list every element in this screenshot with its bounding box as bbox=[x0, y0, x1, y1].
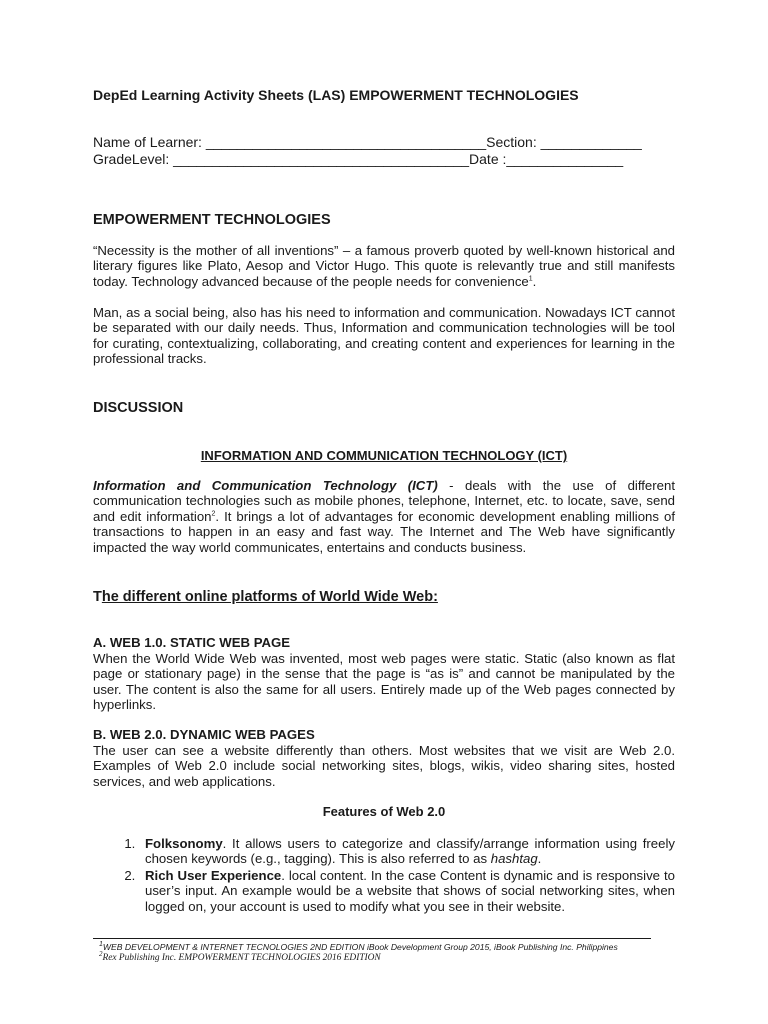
platforms-heading-first-letter: T bbox=[93, 589, 102, 605]
ict-heading: INFORMATION AND COMMUNICATION TECHNOLOGY (ICT) bbox=[200, 448, 568, 463]
footnote-ref-2: 2 bbox=[211, 510, 216, 518]
footnote-2-text: Rex Publishing Inc. EMPOWERMENT TECHNOLOGIES 2016 EDITION bbox=[102, 953, 381, 963]
features-list bbox=[93, 836, 675, 915]
footnote-1 bbox=[99, 942, 618, 952]
platforms-heading-rest: he different online platforms of World Wide Web: bbox=[101, 589, 438, 605]
discussion-heading: DISCUSSION bbox=[93, 400, 184, 416]
footnote-2-number: 2 bbox=[99, 949, 103, 958]
ict-text-b: . It brings a lot of advantages for economic development enabling millions of transactions to happen in an easy and fast way. The Internet and The Web have significantly impacted the way world communicates, entertains and conducts business. bbox=[93, 508, 675, 555]
ict-term: Information and Communication Technology (ICT) bbox=[93, 478, 438, 493]
ict-definition-paragraph bbox=[93, 478, 675, 555]
ict-text-a: - deals with the use of different communication technologies such as mobile phones, telephone, Internet, etc. to locate, save, send and edit information bbox=[93, 478, 675, 524]
web1-text: When the World Wide Web was invented, most web pages were static. Static (also known as flat page or stationary page) in the sense that the page is “as is” and cannot be manipulated by the user. The content is also the same for all users. Entirely made up of the Web pages connected by hyperlinks. bbox=[93, 651, 675, 713]
feature-text: . It allows users to categorize and classify/arrange information using freely chosen keywords (e.g., tagging). This is also referred to as bbox=[145, 836, 675, 867]
features-heading: Features of Web 2.0 bbox=[322, 804, 446, 819]
web2-paragraph bbox=[93, 743, 675, 789]
intro-paragraph: “Necessity is the mother of all inventions” – a famous proverb quoted by well-known historical and literary figures like Plato, Aesop and Victor Hugo. This quote is relevantly true and still manifests today. Technology advanced because of the people needs for convenience$^1$. bbox=[93, 243, 675, 289]
feature-text-end: . bbox=[537, 851, 542, 867]
section-heading-empowerment: EMPOWERMENT TECHNOLOGIES bbox=[93, 212, 331, 228]
web2-heading: B. WEB 2.0. DYNAMIC WEB PAGES bbox=[93, 727, 315, 742]
platforms-heading bbox=[93, 589, 438, 605]
footnote-divider bbox=[93, 938, 651, 939]
feature-term: Folksonomy bbox=[145, 836, 223, 851]
feature-emphasis: hashtag bbox=[490, 851, 538, 867]
web2-text: The user can see a website differently than others. Most websites that we visit are Web 2.0. Examples of Web 2.0 include social networking sites, blogs, wikis, video sharing sites, hosted services, and web applications. bbox=[93, 743, 675, 789]
footnote-1-text: WEB DEVELOPMENT & INTERNET TECNOLOGIES 2ND EDITION iBook Development Group 2015, iBook Publishing Inc. Philippines bbox=[102, 942, 618, 952]
learner-name-section-line: Name of Learner: ____________________________________Section: _____________ bbox=[93, 134, 642, 150]
footnote-1-number: 1 bbox=[99, 941, 103, 949]
feature-text: . local content. In the case Content is dynamic and is responsive to user’s input. An example would be a website that shows of social networking sites, when logged on, your account is used to modify what you see in their website. bbox=[145, 867, 675, 914]
footnote-2 bbox=[99, 949, 381, 963]
grade-level-date-line: GradeLevel: ______________________________________Date :_______________ bbox=[93, 151, 624, 167]
intro-text: “Necessity is the mother of all inventions” – a famous proverb quoted by well-known historical and literary figures like Plato, Aesop and Victor Hugo. This quote is relevantly true and still manifests today. Technology advanced because of the people needs for convenience bbox=[93, 243, 675, 289]
web1-heading: A. WEB 1.0. STATIC WEB PAGE bbox=[93, 635, 291, 650]
feature-term: Rich User Experience bbox=[145, 867, 282, 883]
web1-paragraph bbox=[93, 651, 675, 713]
footnote-ref-1: 1 bbox=[528, 275, 533, 283]
list-item bbox=[139, 836, 675, 867]
ict-need-paragraph bbox=[93, 305, 675, 367]
list-item bbox=[139, 868, 675, 914]
ict-need-text: Man, as a social being, also has his need to information and communication. Nowadays ICT cannot be separated with our daily needs. Thus, Information and communication technologies will be tool for curating, contextualizing, collaborating, and creating content and experiences for learning in the professional tracks. bbox=[93, 305, 675, 367]
document-title: DepEd Learning Activity Sheets (LAS) EMPOWERMENT TECHNOLOGIES bbox=[93, 87, 579, 103]
